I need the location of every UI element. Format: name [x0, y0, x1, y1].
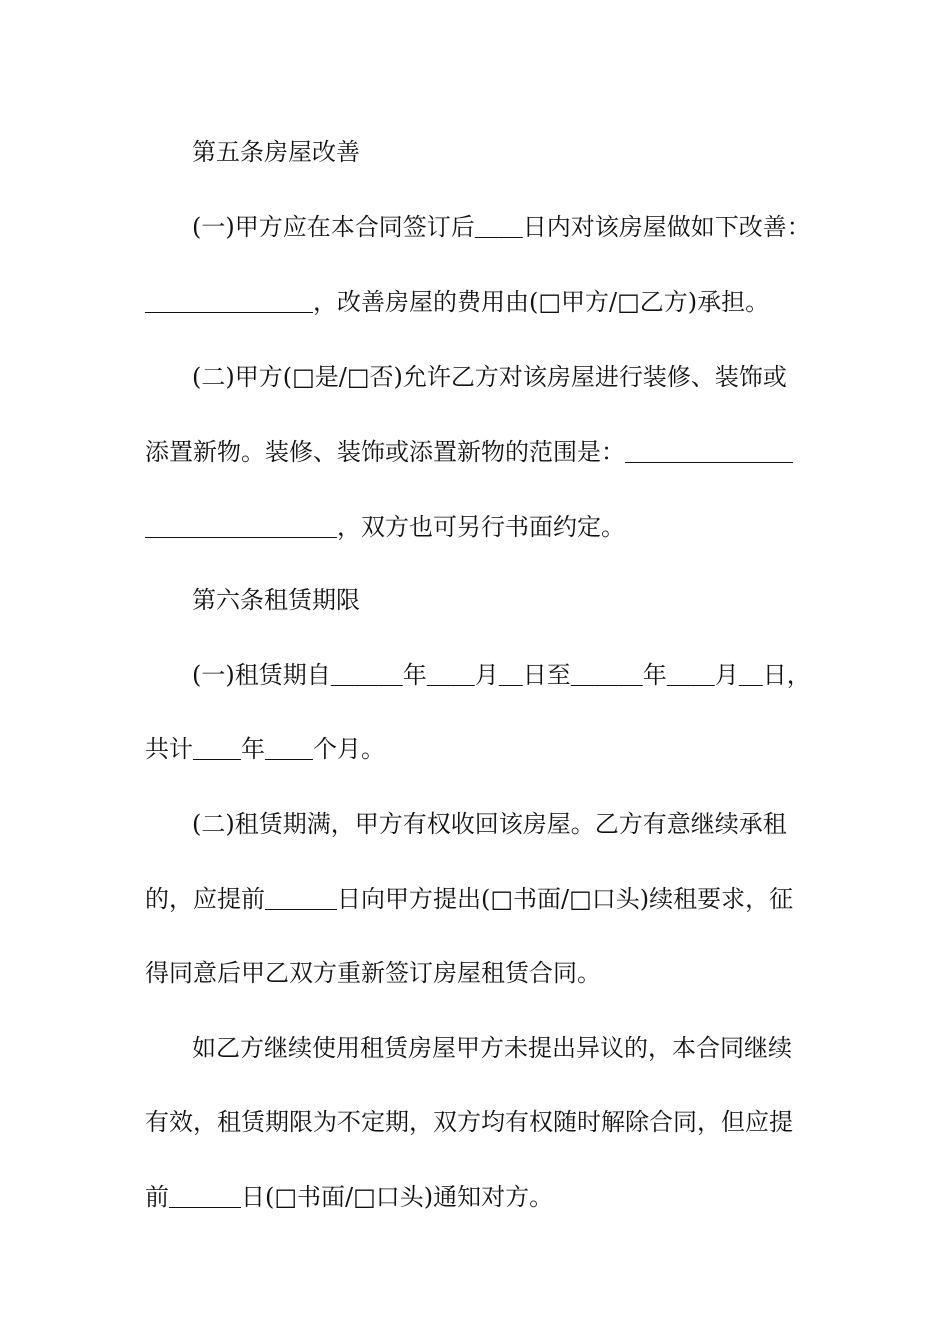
- paragraph-line: 添置新物。装修、装饰或添置新物的范围是：＿＿＿＿＿＿＿: [145, 438, 793, 466]
- paragraph-line: (一)甲方应在本合同签订后＿＿日内对该房屋做如下改善：: [192, 213, 811, 241]
- paragraph-line: (二)租赁期满，甲方有权收回该房屋。乙方有意继续承租: [192, 810, 787, 838]
- paragraph-line: 得同意后甲乙双方重新签订房屋租赁合同。: [145, 959, 601, 987]
- paragraph-line: 有效，租赁期限为不定期，双方均有权随时解除合同，但应提: [145, 1108, 793, 1136]
- paragraph-line: 前＿＿＿日(□书面/□口头)通知对方。: [145, 1183, 554, 1211]
- paragraph-line: 如乙方继续使用租赁房屋甲方未提出异议的，本合同继续: [192, 1034, 792, 1062]
- paragraph-line: (一)租赁期自＿＿＿年＿＿月＿日至＿＿＿年＿＿月＿日，: [192, 661, 811, 689]
- paragraph-line: 共计＿＿年＿＿个月。: [145, 735, 385, 763]
- paragraph-line: 的，应提前＿＿＿日向甲方提出(□书面/□口头)续租要求，征: [145, 885, 794, 913]
- paragraph-line: ＿＿＿＿＿＿＿，改善房屋的费用由(□甲方/□乙方)承担。: [145, 288, 770, 316]
- paragraph-line: (二)甲方(□是/□否)允许乙方对该房屋进行装修、装饰或: [192, 363, 787, 391]
- paragraph-line: ＿＿＿＿＿＿＿＿，双方也可另行书面约定。: [145, 513, 625, 541]
- article-6-heading: 第六条租赁期限: [192, 586, 360, 614]
- article-5-heading: 第五条房屋改善: [192, 138, 360, 166]
